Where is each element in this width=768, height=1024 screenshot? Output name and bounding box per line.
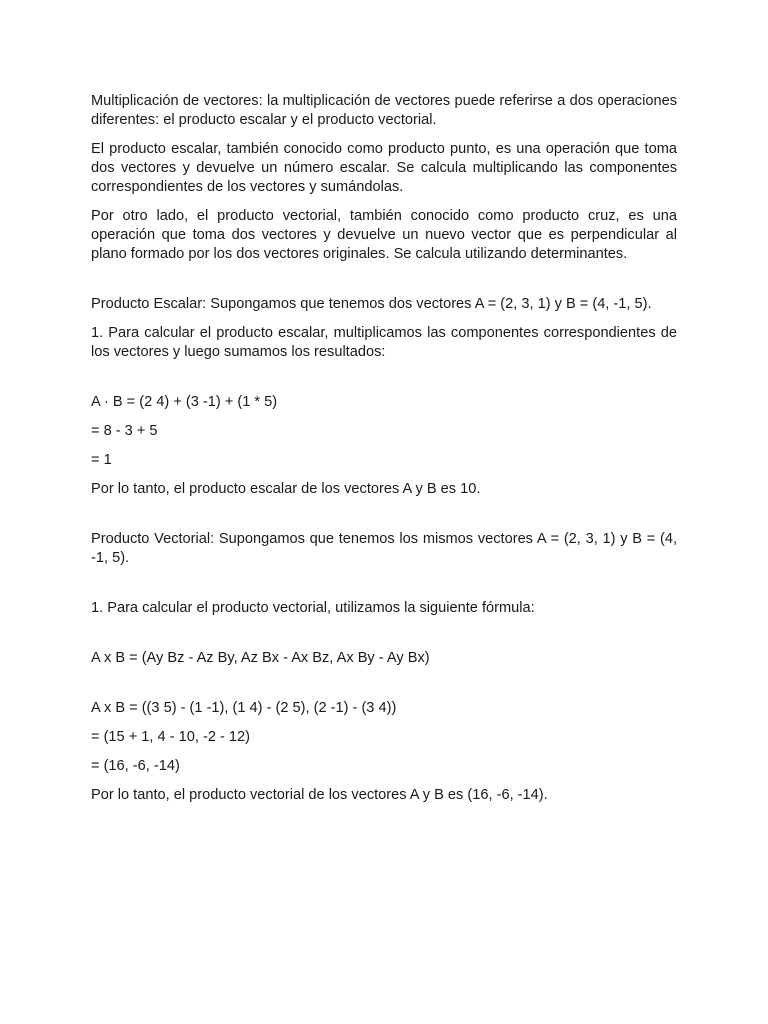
vector-example-heading: Producto Vectorial: Supongamos que tenemos los mismos vectores A = (2, 3, 1) y B = (4, -1, 5). [91,531,677,566]
scalar-equation-line-2: = 8 - 3 + 5 [91,423,158,439]
vector-formula-line: A x B = (Ay Bz - Az By, Az Bx - Ax Bz, Ax By - Ay Bx) [91,650,430,666]
vector-definition-paragraph: Por otro lado, el producto vectorial, también conocido como producto cruz, es una operación que toma dos vectores y devuelve un nuevo vector que es perpendicular al plano formado por los dos vectores originales. Se calcula utilizando determinantes. [91,208,677,262]
vector-equation-line-1: A x B = ((3 5) - (1 -1), (1 4) - (2 5), (2 -1) - (3 4)) [91,700,397,716]
document-body [91,92,677,805]
intro-paragraph: Multiplicación de vectores: la multiplicación de vectores puede referirse a dos operaciones diferentes: el producto escalar y el producto vectorial. [91,93,677,128]
scalar-step-paragraph: 1. Para calcular el producto escalar, multiplicamos las componentes correspondientes de los vectores y luego sumamos los resultados: [91,325,677,360]
vector-equation-line-2: = (15 + 1, 4 - 10, -2 - 12) [91,729,250,745]
vector-conclusion-paragraph: Por lo tanto, el producto vectorial de los vectores A y B es (16, -6, -14). [91,787,548,803]
scalar-equation-line-3: = 1 [91,452,112,468]
vector-equation-line-3: = (16, -6, -14) [91,758,180,774]
scalar-equation-line-1: A · B = (2 4) + (3 -1) + (1 * 5) [91,394,278,410]
scalar-example-heading: Producto Escalar: Supongamos que tenemos dos vectores A = (2, 3, 1) y B = (4, -1, 5). [91,296,652,312]
vector-step-paragraph: 1. Para calcular el producto vectorial, utilizamos la siguiente fórmula: [91,600,535,616]
scalar-conclusion-paragraph: Por lo tanto, el producto escalar de los vectores A y B es 10. [91,481,481,497]
scalar-definition-paragraph: El producto escalar, también conocido como producto punto, es una operación que toma dos vectores y devuelve un número escalar. Se calcula multiplicando las componentes correspondientes de los vectores y sumándolas. [91,141,677,195]
